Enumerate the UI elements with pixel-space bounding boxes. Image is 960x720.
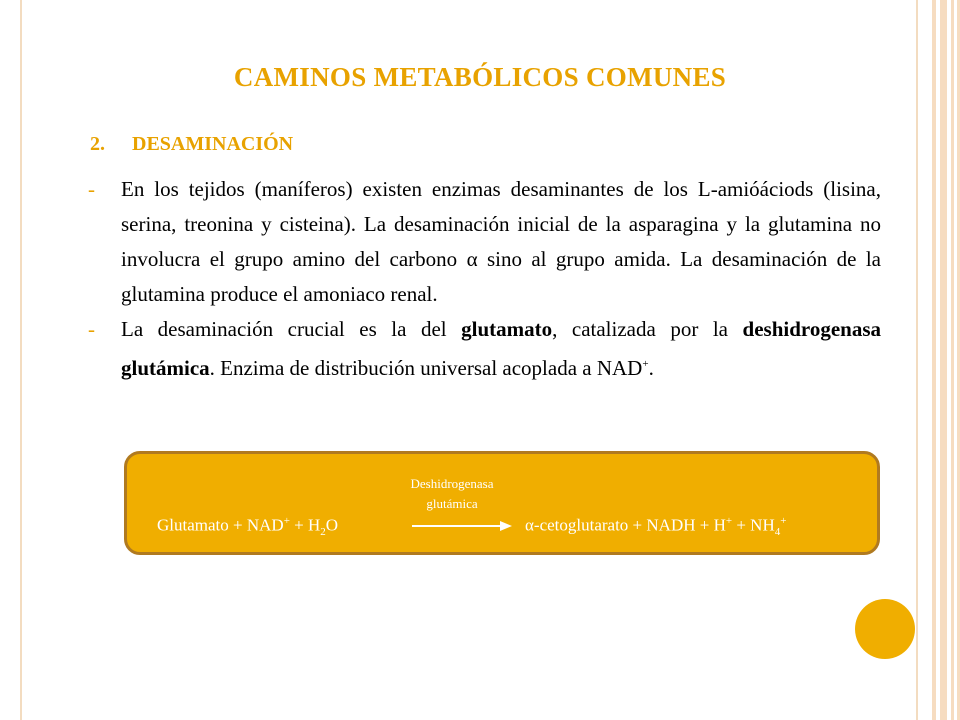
reaction-substrates xyxy=(157,515,338,538)
reaction-arrow-icon xyxy=(412,520,512,532)
subscript: 4 xyxy=(774,526,781,539)
bullet-text-part: . Enzima de distribución universal acoplada a NAD xyxy=(209,356,643,380)
bullet-item xyxy=(88,312,881,386)
bold-term-enzyme: deshidrogenasa glutámica xyxy=(121,317,881,380)
substrate-text: + H xyxy=(289,515,321,535)
enzyme-label-line2: glutámica xyxy=(426,496,478,511)
bullet-text: En los tejidos (maníferos) existen enzimas desaminantes de los L-amióáciods (lisina, serina, treonina y cisteina). La desaminación inicial de la asparagina y la glutamina no involucra el grupo amino del carbono α sino al grupo amida. La desaminación de la glutamina produce el amoniaco renal. xyxy=(121,177,881,306)
bullet-list xyxy=(88,172,881,386)
superscript: + xyxy=(283,515,290,527)
slide-title: CAMINOS METABÓLICOS COMUNES xyxy=(233,62,727,92)
decorative-circle xyxy=(855,599,915,659)
section-title: DESAMINACIÓN xyxy=(132,133,294,155)
section-number: 2. xyxy=(90,133,105,155)
bullet-item xyxy=(88,172,881,312)
bullet-text-part: . xyxy=(648,356,654,380)
enzyme-label-line1: Deshidrogenasa xyxy=(410,476,494,491)
decorative-stripes xyxy=(930,0,960,720)
reaction-products xyxy=(525,515,786,538)
superscript: + xyxy=(642,358,649,370)
bullet-dash: - xyxy=(88,317,95,341)
product-text: α-cetoglutarato + NADH + H xyxy=(525,515,726,535)
subscript: 2 xyxy=(320,526,326,539)
substrate-text: Glutamato + NAD xyxy=(157,515,284,535)
section-heading xyxy=(90,133,293,156)
reaction-box xyxy=(124,451,880,555)
enzyme-label xyxy=(382,474,522,514)
product-text: + NH xyxy=(732,515,775,535)
superscript: + xyxy=(725,515,733,527)
bullet-text-part: , catalizada por la xyxy=(552,317,743,341)
substrate-text: O xyxy=(325,515,339,535)
bullet-text-part: La desaminación crucial es la del xyxy=(121,317,462,341)
bullet-dash: - xyxy=(88,177,95,201)
bold-term-glutamato: glutamato xyxy=(461,317,553,341)
superscript: + xyxy=(780,515,787,527)
